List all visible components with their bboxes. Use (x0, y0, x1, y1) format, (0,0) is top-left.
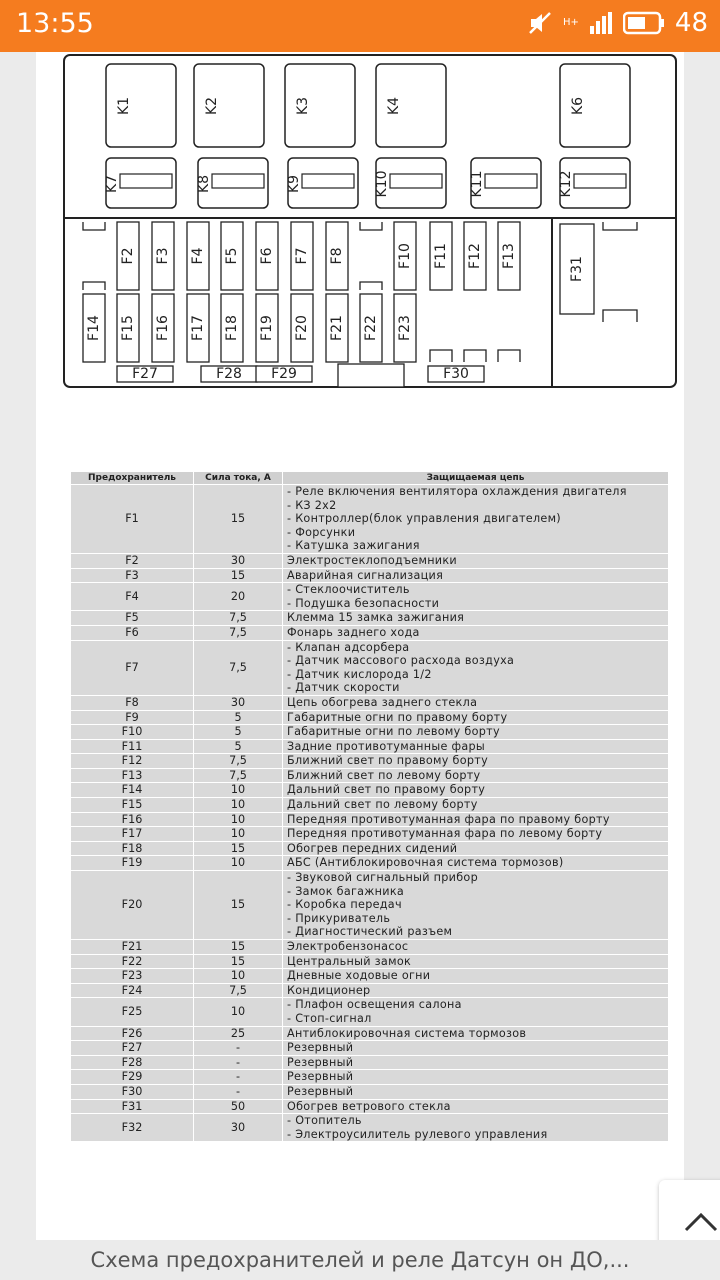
fuse-current: 5 (194, 725, 283, 740)
circuit-line: - Датчик массового расхода воздуха (287, 654, 515, 668)
connector-slot (338, 364, 404, 387)
fuse-label: F12 (467, 243, 483, 269)
fuse-name: F19 (71, 856, 194, 871)
circuit-line: - Звуковой сигнальный прибор (287, 871, 478, 885)
fuse-circuit (283, 841, 669, 856)
table-row (71, 1070, 669, 1085)
fuse-name: F4 (71, 583, 194, 611)
fuse-circuit (283, 827, 669, 842)
circuit-line: - Стоп-сигнал (287, 1011, 372, 1025)
fuse-label: F27 (132, 366, 158, 382)
circuit-line: Обогрев передних сидений (287, 841, 458, 855)
table-row (71, 1055, 669, 1070)
fuse-table (71, 472, 669, 1141)
fuse-label: F30 (443, 366, 469, 382)
circuit-line: Задние противотуманные фары (287, 739, 486, 753)
fuse-circuit (283, 583, 669, 611)
signal-icon (589, 11, 613, 35)
fuse-label: F23 (397, 315, 413, 341)
fuse-current: 50 (194, 1099, 283, 1114)
fuse-circuit (283, 1026, 669, 1041)
circuit-line: Ближний свет по левому борту (287, 768, 481, 782)
table-row (71, 798, 669, 813)
table-row (71, 1041, 669, 1056)
fuse-circuit (283, 940, 669, 955)
fuse-circuit (283, 954, 669, 969)
fuse-circuit (283, 998, 669, 1026)
fuse-current: - (194, 1055, 283, 1070)
table-row (71, 983, 669, 998)
fuse-label: F19 (259, 315, 275, 341)
fuse-label: F20 (294, 315, 310, 341)
table-row (71, 640, 669, 695)
fuse-label: F2 (120, 247, 136, 265)
status-time: 13:55 (16, 8, 94, 39)
fuse-circuit (283, 485, 669, 554)
table-row (71, 940, 669, 955)
battery-percent: 48 (674, 8, 708, 38)
relay-slot (485, 174, 537, 188)
circuit-line: - Электроусилитель рулевого управления (287, 1127, 548, 1141)
fuse-circuit (283, 625, 669, 640)
fuse-label: F31 (569, 256, 585, 282)
fuse-current: 7,5 (194, 640, 283, 695)
fuse-current: 15 (194, 940, 283, 955)
fuse-current: 10 (194, 798, 283, 813)
fuse-name: F21 (71, 940, 194, 955)
fuse-name: F14 (71, 783, 194, 798)
table-row (71, 954, 669, 969)
circuit-line: АБС (Антиблокировочная система тормозов) (287, 856, 564, 870)
table-row (71, 827, 669, 842)
fuse-name: F23 (71, 969, 194, 984)
fuse-circuit (283, 798, 669, 813)
fuse-circuit (283, 568, 669, 583)
circuit-line: Фонарь заднего хода (287, 625, 420, 639)
fuse-name: F13 (71, 768, 194, 783)
fuse-circuit (283, 754, 669, 769)
circuit-line: Дневные ходовые огни (287, 969, 431, 983)
fuse-circuit (283, 1099, 669, 1114)
relay-slot (574, 174, 626, 188)
fuse-current: 30 (194, 695, 283, 710)
table-row (71, 1099, 669, 1114)
fuse-current: 7,5 (194, 611, 283, 626)
table-row (71, 969, 669, 984)
fuse-current: 10 (194, 998, 283, 1026)
table-row (71, 583, 669, 611)
circuit-line: - Диагностический разъем (287, 925, 453, 939)
circuit-line: - Замок багажника (287, 884, 405, 898)
circuit-line: Резервный (287, 1070, 354, 1084)
table-row (71, 1084, 669, 1099)
fuse-label: F11 (433, 243, 449, 269)
fuse-name: F29 (71, 1070, 194, 1085)
mute-icon (527, 10, 553, 36)
circuit-line: - Прикуриватель (287, 911, 391, 925)
fuse-name: F26 (71, 1026, 194, 1041)
circuit-line: - Коробка передач (287, 898, 402, 912)
fuse-circuit (283, 640, 669, 695)
fuse-name: F24 (71, 983, 194, 998)
fuse-label: F28 (216, 366, 242, 382)
circuit-line: Дальний свет по левому борту (287, 798, 478, 812)
fuse-label: F5 (224, 247, 240, 265)
circuit-line: Центральный замок (287, 954, 412, 968)
fuse-table-container (71, 472, 669, 1141)
table-row (71, 485, 669, 554)
fuse-label: F22 (363, 315, 379, 341)
fuse-circuit (283, 1055, 669, 1070)
fuse-label: F29 (271, 366, 297, 382)
fuse-name: F11 (71, 739, 194, 754)
fuse-circuit (283, 812, 669, 827)
header-current: Сила тока, А (194, 472, 283, 485)
content-page (36, 52, 684, 1240)
table-row (71, 871, 669, 940)
circuit-line: Габаритные огни по правому борту (287, 710, 508, 724)
fuse-current: 5 (194, 739, 283, 754)
fuse-name: F2 (71, 553, 194, 568)
fuse-name: F15 (71, 798, 194, 813)
fuse-label: F4 (190, 247, 206, 265)
fuse-current: 15 (194, 568, 283, 583)
circuit-line: Резервный (287, 1041, 354, 1055)
fuse-circuit (283, 739, 669, 754)
fuse-current: 7,5 (194, 754, 283, 769)
status-icons (527, 8, 708, 38)
circuit-line: Кондиционер (287, 983, 371, 997)
fuse-label: F10 (397, 243, 413, 269)
fuse-name: F16 (71, 812, 194, 827)
fuse-current: 30 (194, 1114, 283, 1142)
fuse-label: F3 (155, 247, 171, 265)
fuse-name: F31 (71, 1099, 194, 1114)
fuse-circuit (283, 1070, 669, 1085)
relay-label: K8 (196, 174, 212, 194)
fuse-circuit (283, 856, 669, 871)
fuse-current: 10 (194, 827, 283, 842)
fuse-name: F1 (71, 485, 194, 554)
relay-slot (120, 174, 172, 188)
fuse-current: 7,5 (194, 983, 283, 998)
circuit-line: Габаритные огни по левому борту (287, 725, 500, 739)
fuse-current: 7,5 (194, 625, 283, 640)
fuse-circuit (283, 871, 669, 940)
fuse-current: 30 (194, 553, 283, 568)
table-row (71, 1026, 669, 1041)
table-row (71, 611, 669, 626)
fuse-name: F6 (71, 625, 194, 640)
fuse-label: F8 (329, 247, 345, 265)
circuit-line: - Катушка зажигания (287, 539, 420, 553)
fuse-name: F27 (71, 1041, 194, 1056)
circuit-line: Резервный (287, 1084, 354, 1098)
relay-label: K9 (286, 174, 302, 194)
fuse-current: 25 (194, 1026, 283, 1041)
relay-label: K12 (558, 170, 574, 198)
fuse-name: F12 (71, 754, 194, 769)
relay-label: K10 (374, 170, 390, 198)
circuit-line: - Реле включения вентилятора охлаждения двигателя (287, 485, 627, 498)
fuse-table-body (71, 485, 669, 1142)
fuse-label: F18 (224, 315, 240, 341)
fuse-name: F30 (71, 1084, 194, 1099)
chevron-up-icon (684, 1212, 718, 1232)
table-row (71, 553, 669, 568)
relay-label: K7 (104, 174, 120, 194)
circuit-line: - КЗ 2х2 (287, 498, 337, 512)
fuse-name: F32 (71, 1114, 194, 1142)
table-row (71, 625, 669, 640)
fuse-box-diagram (63, 54, 679, 392)
fuse-circuit (283, 725, 669, 740)
circuit-line: Ближний свет по правому борту (287, 754, 489, 768)
fuse-current: 5 (194, 710, 283, 725)
circuit-line: - Контроллер(блок управления двигателем) (287, 512, 561, 526)
fuse-circuit (283, 611, 669, 626)
fuse-label: F16 (155, 315, 171, 341)
relay-label: K6 (570, 96, 586, 116)
circuit-line: - Стеклоочиститель (287, 583, 410, 597)
battery-icon (623, 11, 665, 35)
fuse-current: - (194, 1070, 283, 1085)
table-row (71, 856, 669, 871)
fuse-current: - (194, 1041, 283, 1056)
table-row (71, 568, 669, 583)
fuse-current: - (194, 1084, 283, 1099)
fuse-circuit (283, 695, 669, 710)
fuse-circuit (283, 1114, 669, 1142)
fuse-name: F22 (71, 954, 194, 969)
fuse-name: F9 (71, 710, 194, 725)
fuse-current: 7,5 (194, 768, 283, 783)
relay-label: K2 (204, 96, 220, 116)
fuse-current: 10 (194, 783, 283, 798)
fuse-name: F8 (71, 695, 194, 710)
circuit-line: Электробензонасос (287, 940, 409, 953)
table-row (71, 768, 669, 783)
header-circuit: Защищаемая цепь (283, 472, 669, 485)
table-row (71, 710, 669, 725)
fuse-name: F28 (71, 1055, 194, 1070)
image-caption: Схема предохранителей и реле Датсун он ДО,... (0, 1240, 720, 1280)
fuse-circuit (283, 768, 669, 783)
status-bar (0, 0, 720, 52)
fuse-current: 15 (194, 871, 283, 940)
fuse-circuit (283, 1084, 669, 1099)
fuse-label: F13 (501, 243, 517, 269)
table-row (71, 695, 669, 710)
fuse-circuit (283, 553, 669, 568)
fuse-name: F18 (71, 841, 194, 856)
table-row (71, 841, 669, 856)
network-type: H+ (563, 17, 579, 28)
circuit-line: Обогрев ветрового стекла (287, 1099, 451, 1113)
fuse-current: 10 (194, 856, 283, 871)
relay-label: K3 (295, 96, 311, 116)
fuse-label: F17 (190, 315, 206, 341)
relay-label: K11 (469, 170, 485, 198)
circuit-line: Цепь обогрева заднего стекла (287, 695, 478, 709)
relay-slot (302, 174, 354, 188)
table-row (71, 783, 669, 798)
circuit-line: Передняя противотуманная фара по правому борту (287, 812, 610, 826)
table-header-row (71, 472, 669, 485)
circuit-line: - Клапан адсорбера (287, 640, 410, 654)
table-row (71, 998, 669, 1026)
circuit-line: Электростеклоподъемники (287, 553, 458, 567)
table-row (71, 739, 669, 754)
fuse-label: F14 (86, 315, 102, 341)
fuse-name: F20 (71, 871, 194, 940)
fuse-name: F25 (71, 998, 194, 1026)
fuse-current: 20 (194, 583, 283, 611)
fuse-name: F7 (71, 640, 194, 695)
fuse-name: F10 (71, 725, 194, 740)
relay-label: K1 (116, 96, 132, 116)
table-row (71, 725, 669, 740)
table-row (71, 1114, 669, 1142)
table-row (71, 754, 669, 769)
fuse-label: F7 (294, 247, 310, 265)
fuse-circuit (283, 969, 669, 984)
fuse-circuit (283, 1041, 669, 1056)
table-row (71, 812, 669, 827)
relay-slot (390, 174, 442, 188)
header-fuse: Предохранитель (71, 472, 194, 485)
relay-label: K4 (386, 96, 402, 116)
circuit-line: Антиблокировочная система тормозов (287, 1026, 527, 1040)
fuse-label: F15 (120, 315, 136, 341)
circuit-line: Аварийная сигнализация (287, 568, 444, 582)
circuit-line: - Подушка безопасности (287, 596, 440, 610)
circuit-line: - Датчик скорости (287, 681, 400, 695)
fuse-name: F5 (71, 611, 194, 626)
circuit-line: Клемма 15 замка зажигания (287, 611, 465, 625)
fuse-current: 15 (194, 954, 283, 969)
relay-slot (212, 174, 264, 188)
fuse-current: 10 (194, 969, 283, 984)
fuse-circuit (283, 710, 669, 725)
circuit-line: Резервный (287, 1055, 354, 1069)
fuse-label: F6 (259, 247, 275, 265)
fuse-current: 10 (194, 812, 283, 827)
fuse-current: 15 (194, 841, 283, 856)
circuit-line: - Плафон освещения салона (287, 998, 462, 1012)
fuse-circuit (283, 983, 669, 998)
fuse-name: F17 (71, 827, 194, 842)
circuit-line: Передняя противотуманная фара по левому борту (287, 827, 603, 841)
circuit-line: - Отопитель (287, 1114, 362, 1128)
fuse-label: F21 (329, 315, 345, 341)
circuit-line: - Датчик кислорода 1/2 (287, 667, 432, 681)
circuit-line: Дальний свет по правому борту (287, 783, 486, 797)
fuse-current: 15 (194, 485, 283, 554)
circuit-line: - Форсунки (287, 525, 356, 539)
fuse-name: F3 (71, 568, 194, 583)
fuse-circuit (283, 783, 669, 798)
